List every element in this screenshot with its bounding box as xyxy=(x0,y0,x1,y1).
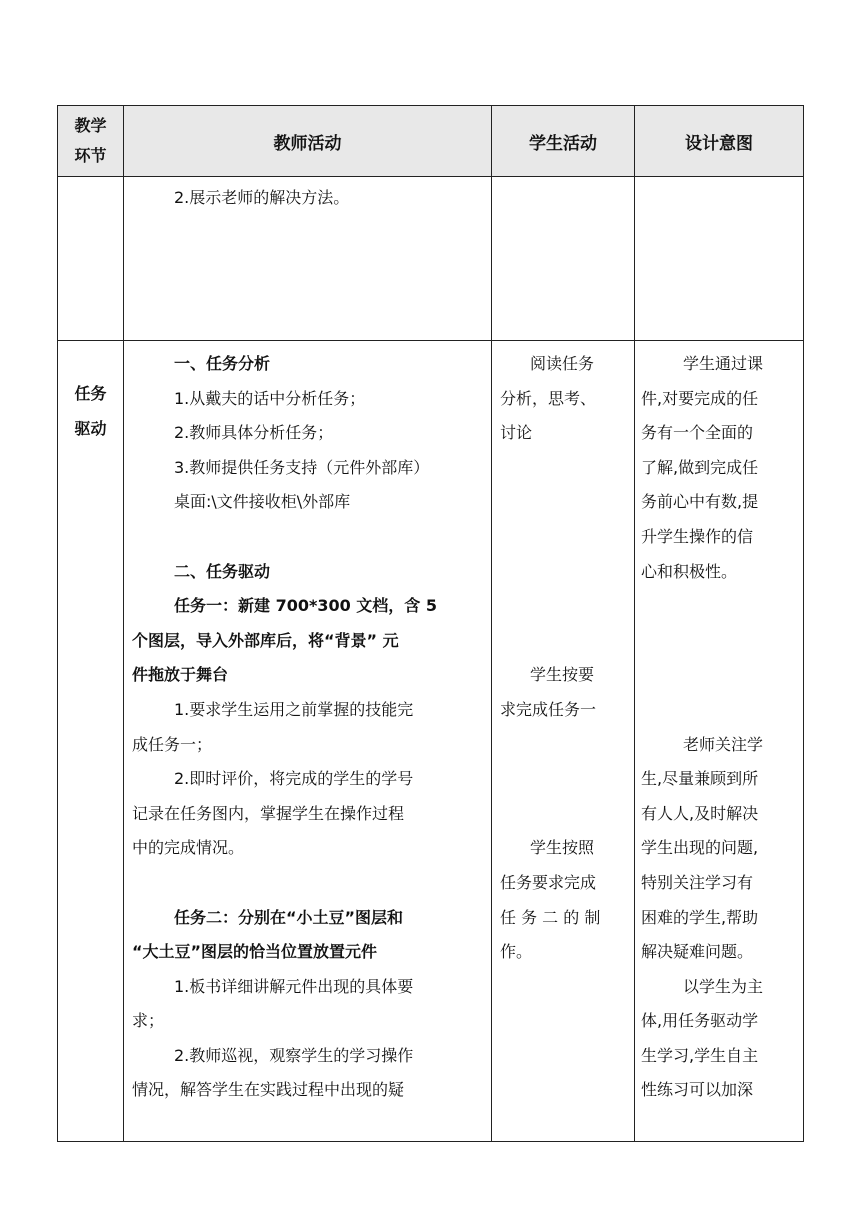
student-activity-cell xyxy=(492,341,635,1142)
design-line: 特别关注学习有 xyxy=(641,872,754,892)
spacer xyxy=(132,866,487,901)
student-line: 学生按要 xyxy=(530,665,595,685)
teacher-line: 1.要求学生运用之前掌握的技能完 xyxy=(174,699,414,719)
design-line: 学生通过课 xyxy=(683,354,764,373)
design-line: 学生出现的问题, xyxy=(641,838,759,858)
header-stage-line2: 环节 xyxy=(74,146,107,165)
teacher-line: 成任务一； xyxy=(132,734,213,754)
stage-line1: 任务 xyxy=(74,384,107,403)
student-line: 任 务 二 的 制 xyxy=(500,907,601,927)
table-row xyxy=(58,177,804,341)
design-line: 有人人,及时解决 xyxy=(641,803,759,823)
task-title: “大土豆”图层的恰当位置放置元件 xyxy=(132,942,378,962)
design-intent-cell xyxy=(635,341,804,1142)
spacer xyxy=(132,520,487,555)
teacher-line: 桌面:\文件接收柜\外部库 xyxy=(174,492,351,512)
teacher-line: 记录在任务图内，掌握学生在操作过程 xyxy=(132,803,405,823)
header-stage-line1: 教学 xyxy=(74,116,107,135)
design-line: 心和积极性。 xyxy=(641,561,738,581)
teacher-line: 1.从戴夫的话中分析任务； xyxy=(174,388,366,408)
design-line: 困难的学生,帮助 xyxy=(641,907,759,927)
design-line: 老师关注学 xyxy=(683,734,764,754)
student-line: 阅读任务 xyxy=(530,354,595,373)
header-teacher-activity: 教师活动 xyxy=(124,106,492,177)
design-line: 件,对要完成的任 xyxy=(641,388,759,408)
student-line: 讨论 xyxy=(500,423,533,443)
header-design-intent: 设计意图 xyxy=(635,106,804,177)
student-line: 学生按照 xyxy=(530,838,595,858)
design-line: 以学生为主 xyxy=(683,976,764,996)
student-activity-cell-empty xyxy=(492,177,635,341)
teacher-line: 求； xyxy=(132,1011,165,1031)
section-heading: 二、任务驱动 xyxy=(174,561,271,581)
teacher-line: 2.教师具体分析任务； xyxy=(174,423,334,443)
task-title: 任务一：新建 700*300 文档，含 5 xyxy=(174,596,438,616)
teacher-line: 3.教师提供任务支持（元件外部库） xyxy=(174,457,430,477)
design-line: 务前心中有数,提 xyxy=(641,492,759,512)
design-line: 务有一个全面的 xyxy=(641,423,754,443)
table-row xyxy=(58,341,804,1142)
lesson-plan-table xyxy=(57,105,804,1142)
design-line: 了解,做到完成任 xyxy=(641,457,759,477)
stage-cell-empty xyxy=(58,177,124,341)
teacher-activity-cell xyxy=(124,177,492,341)
design-line: 性练习可以加深 xyxy=(641,1080,754,1100)
stage-line2: 驱动 xyxy=(74,418,107,438)
teacher-line: 1.板书详细讲解元件出现的具体要 xyxy=(174,976,414,996)
section-heading: 一、任务分析 xyxy=(174,354,271,373)
design-line: 生学习,学生自主 xyxy=(641,1045,759,1065)
teacher-line: 情况，解答学生在实践过程中出现的疑 xyxy=(132,1080,405,1100)
student-line: 求完成任务一 xyxy=(500,699,597,719)
task-title: 任务二：分别在“小土豆”图层和 xyxy=(174,907,404,927)
student-line: 任务要求完成 xyxy=(500,872,597,892)
task-title: 件拖放于舞台 xyxy=(132,665,229,685)
teacher-line: 2.即时评价，将完成的学生的学号 xyxy=(174,769,414,789)
header-stage xyxy=(58,106,124,177)
teacher-line: 2.展示老师的解决方法。 xyxy=(174,188,350,207)
design-line: 升学生操作的信 xyxy=(641,526,754,546)
student-line: 分析，思考、 xyxy=(500,388,597,408)
header-student-activity: 学生活动 xyxy=(492,106,635,177)
teacher-line: 2.教师巡视，观察学生的学习操作 xyxy=(174,1045,414,1065)
teacher-line: 中的完成情况。 xyxy=(132,838,245,858)
design-line: 解决疑难问题。 xyxy=(641,942,754,962)
student-line: 作。 xyxy=(500,942,533,962)
design-line: 体,用任务驱动学 xyxy=(641,1011,759,1031)
design-line: 生,尽量兼顾到所 xyxy=(641,769,759,789)
table-header-row xyxy=(58,106,804,177)
design-intent-cell-empty xyxy=(635,177,804,341)
stage-cell xyxy=(58,341,124,1142)
task-title: 个图层，导入外部库后，将“背景” 元 xyxy=(132,630,399,650)
teacher-activity-cell xyxy=(124,341,492,1142)
